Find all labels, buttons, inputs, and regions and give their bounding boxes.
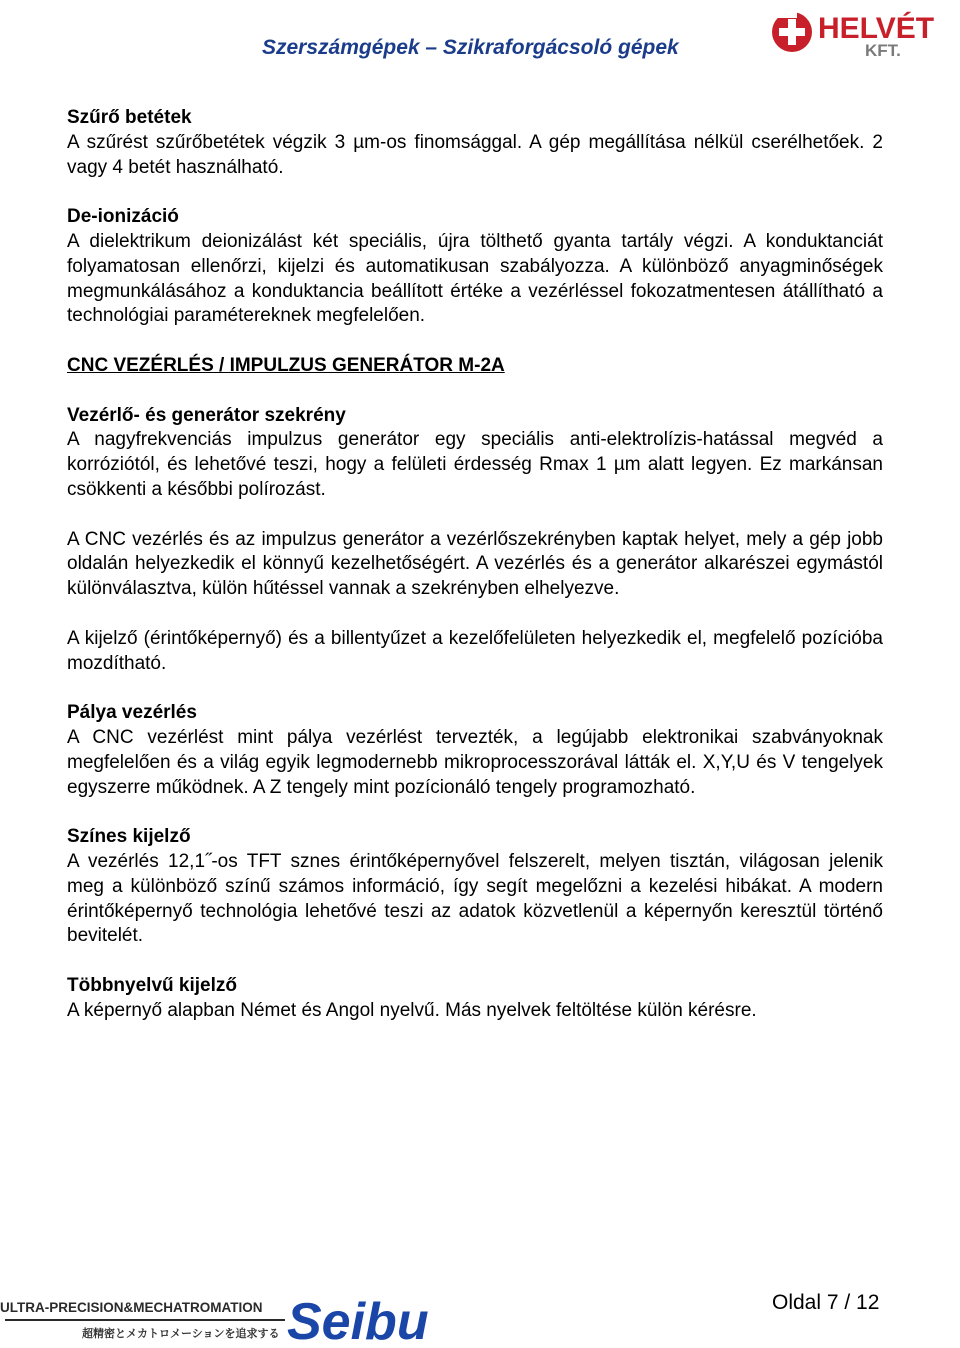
company-tagline-japanese: 超精密とメカトロメーションを追求する [82, 1328, 280, 1340]
section-heading: Többnyelvű kijelző [67, 974, 237, 996]
seibu-logo [285, 1293, 480, 1345]
section-paragraph: A kijelző (érintőképernyő) és a billentyűzet a kezelőfelületen helyezkedik el, megfelelő pozícióba mozdítható. [67, 627, 883, 674]
section-paragraph: A vezérlés 12,1˝-os TFT sznes érintőképernyővel felszerelt, melyen tisztán, világosan jelenik meg a különböző színű számos információ, így segít megelőzni a kezelési hibákat. A modern érintőképernyő technológia lehetővé teszi az adatok közvetlenül a képernyőn keresztül történő bevitelét. [67, 850, 883, 947]
document-body [67, 106, 883, 1048]
section-paragraph: A dielektrikum deionizálást két speciális, újra tölthető gyanta tartály végzi. A konduktanciát folyamatosan ellenőrzi, kijelzi és automatikusan szabályozza. A különböző anyagminőségek megmunkálásához a konduktancia beállított értéke a vezérléssel fokozatmentesen átállítható a technológiai paramétereknek megfelelően. [67, 230, 883, 327]
helvet-logo [770, 4, 960, 64]
section-paragraph: A CNC vezérlést mint pálya vezérlést tervezték, a legújabb elektronikai szabványoknak megfelelően és a világ egyik legmodernebb mikroprocesszorával látták el. X,Y,U és V tengelyek egyszerre működnek. A Z tengely mint pozícionáló tengely programozható. [67, 726, 883, 798]
helvet-logo-subtext: KFT. [865, 41, 901, 60]
section-paragraph: A szűrést szűrőbetétek végzik 3 µm-os finomsággal. A gép megállítása nélkül cserélhetőek. 2 vagy 4 betét használható. [67, 131, 883, 178]
helvet-logo-text: HELVÉT [818, 12, 935, 45]
main-heading: CNC VEZÉRLÉS / IMPULZUS GENERÁTOR M-2A [67, 354, 505, 376]
document-header-title: Szerszámgépek – Szikraforgácsoló gépek [262, 36, 679, 59]
section-path-control [67, 701, 883, 800]
section-heading: Vezérlő- és generátor szekrény [67, 404, 346, 426]
company-tagline: ULTRA-PRECISION&MECHATROMATION [0, 1300, 263, 1315]
section-heading: Szűrő betétek [67, 107, 192, 128]
section-heading: De-ionizáció [67, 206, 179, 228]
section-filter [67, 106, 883, 180]
section-deionization [67, 205, 883, 329]
section-color-display [67, 825, 883, 949]
section-paragraph: A CNC vezérlés és az impulzus generátor a vezérlőszekrényben kaptak helyet, mely a gép jobb oldalán helyezkedik el könnyű kezelhetőségért. A vezérlés és a generátor alkarészei egymástól különválasztva, külön hűtéssel vannak a szekrényben elhelyezve. [67, 528, 883, 600]
section-multilingual-display [67, 974, 883, 1024]
footer-divider [5, 1319, 285, 1321]
section-paragraph: A nagyfrekvenciás impulzus generátor egy speciális anti-elektrolízis-hatással megvéd a korróziótól, és lehetővé teszi, hogy a felületi érdesség Rmax 1 µm alatt legyen. Ez markánsan csökkenti a későbbi polírozást. [67, 429, 883, 500]
section-heading: Színes kijelző [67, 826, 191, 848]
seibu-logo-text: Seibu [287, 1293, 429, 1345]
section-heading: Pálya vezérlés [67, 702, 197, 724]
section-control-cabinet [67, 404, 883, 677]
page-number: Oldal 7 / 12 [772, 1291, 880, 1314]
section-paragraph: A képernyő alapban Német és Angol nyelvű. Más nyelvek feltöltése külön kérésre. [67, 999, 757, 1021]
